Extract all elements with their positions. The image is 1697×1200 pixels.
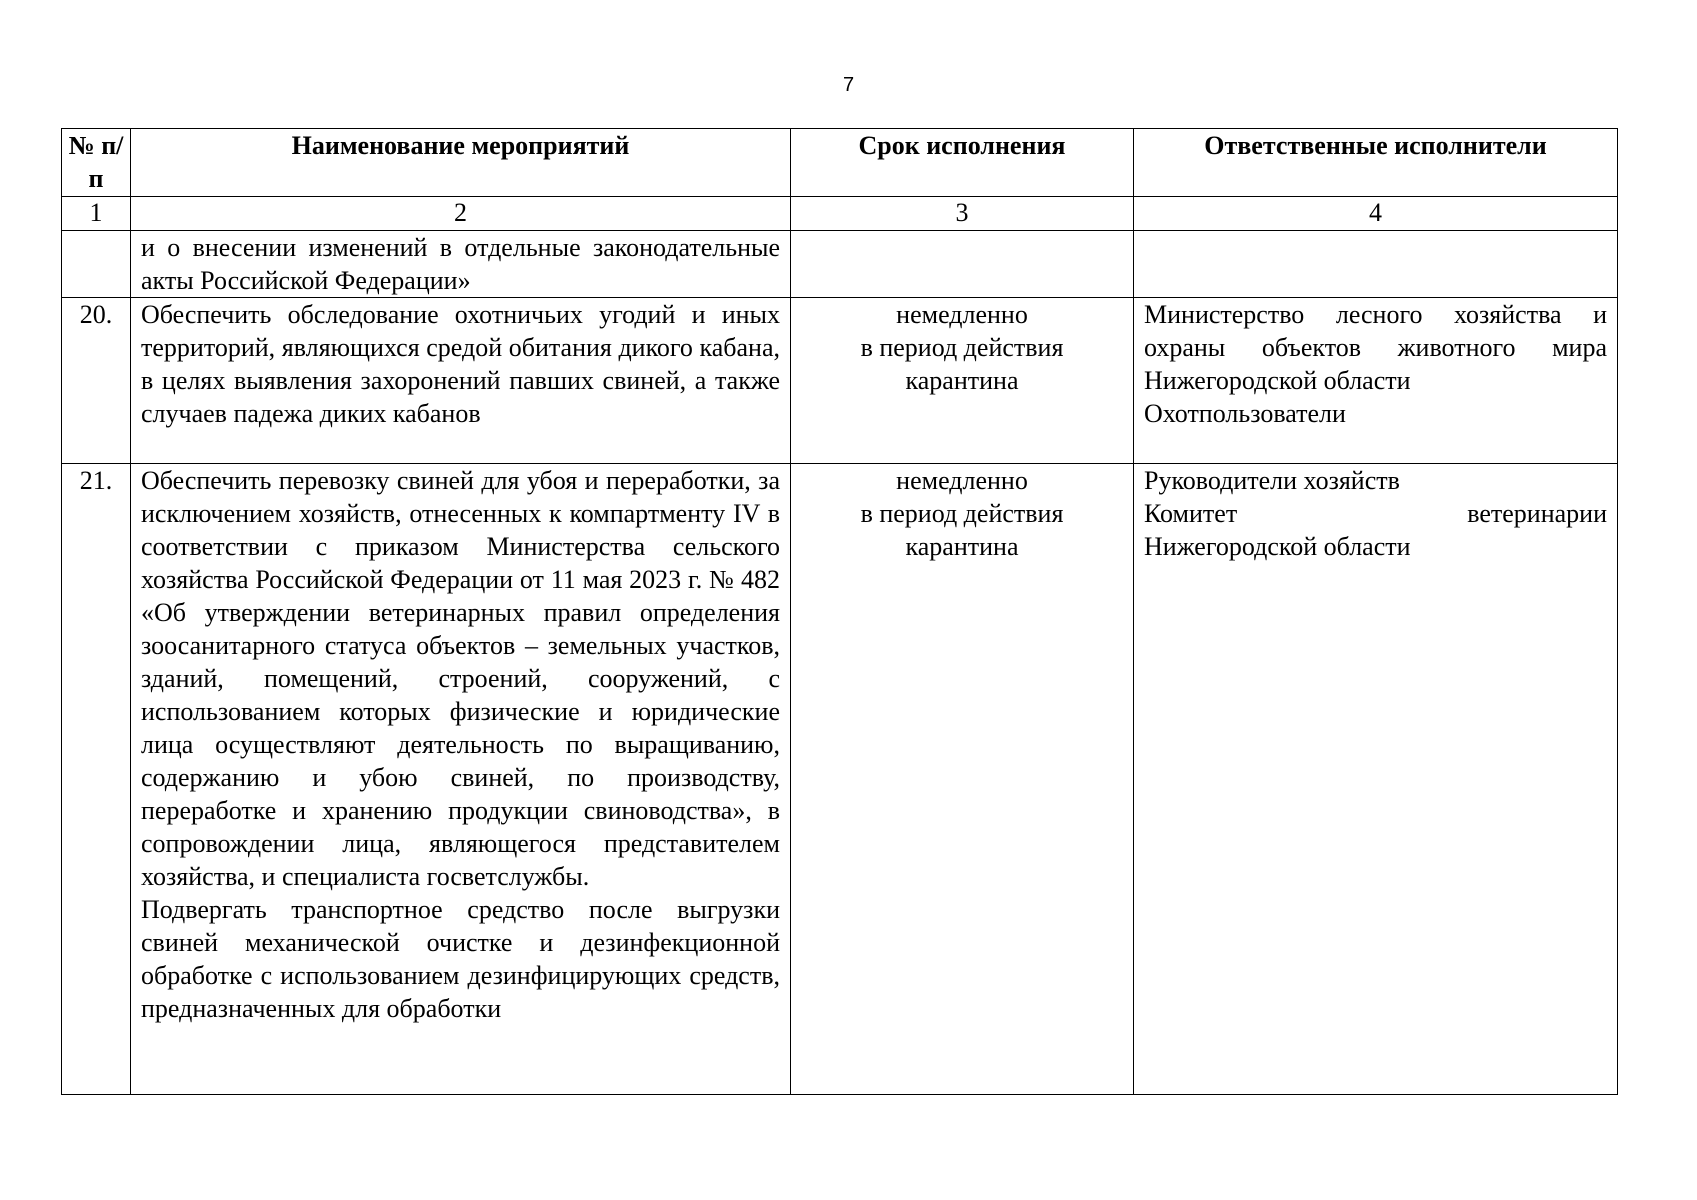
column-number: 2 [131, 197, 791, 231]
responsible-line: Комитет ветеринарии [1144, 499, 1607, 528]
row-measure [131, 464, 791, 1095]
column-numbers-row [62, 197, 1618, 231]
header-number: № п/п [62, 129, 131, 197]
deadline-line: немедленно [896, 300, 1028, 329]
header-responsible: Ответственные исполнители [1134, 129, 1618, 197]
table-row [62, 298, 1618, 464]
row-number [62, 231, 131, 298]
measures-table [61, 128, 1618, 1095]
row-deadline [791, 298, 1134, 464]
measure-paragraph: Подвергать транспортное средство после выгрузки свиней механической очистке и дезинфекционной обработке с использованием дезинфицирующих средств, предназначенных для обработки [141, 895, 780, 1023]
responsible-line: Министерство лесного хозяйства и охраны объектов животного мира Нижегородской области [1144, 300, 1607, 395]
column-number: 4 [1134, 197, 1618, 231]
header-name: Наименование мероприятий [131, 129, 791, 197]
responsible-line: Нижегородской области [1144, 532, 1411, 561]
row-responsible [1134, 464, 1618, 1095]
row-measure: и о внесении изменений в отдельные законодательные акты Российской Федерации» [131, 231, 791, 298]
table-row [62, 464, 1618, 1095]
deadline-line: немедленно [896, 466, 1028, 495]
deadline-line: в период действия карантина [860, 333, 1064, 395]
row-deadline [791, 231, 1134, 298]
row-deadline [791, 464, 1134, 1095]
column-number: 3 [791, 197, 1134, 231]
row-number: 21. [62, 464, 131, 1095]
table-header-row [62, 129, 1618, 197]
measure-paragraph: Обеспечить перевозку свиней для убоя и переработки, за исключением хозяйств, отнесенных к компартменту IV в соответствии с приказом Министерства сельского хозяйства Российской Федерации от 11 мая 2023 г. № 482 «Об утверждении ветеринарных правил определения зоосанитарного статуса объектов – земельных участков, зданий, помещений, строений, сооружений, с использованием которых физические и юридические лица осуществляют деятельность по выращиванию, содержанию и убою свиней, по производству, переработке и хранению продукции свиноводства», в сопровождении лица, являющегося представителем хозяйства, и специалиста госветслужбы. [141, 466, 780, 891]
column-number: 1 [62, 197, 131, 231]
row-responsible [1134, 231, 1618, 298]
row-number: 20. [62, 298, 131, 464]
responsible-line: Руководители хозяйств [1144, 466, 1400, 495]
row-responsible [1134, 298, 1618, 464]
table-row [62, 231, 1618, 298]
header-deadline: Срок исполнения [791, 129, 1134, 197]
page-number: 7 [842, 74, 855, 96]
row-measure: Обеспечить обследование охотничьих угодий и иных территорий, являющихся средой обитания дикого кабана, в целях выявления захоронений павших свиней, а также случаев падежа диких кабанов [131, 298, 791, 464]
deadline-line: в период действия карантина [860, 499, 1064, 561]
responsible-line: Охотпользователи [1144, 399, 1346, 428]
